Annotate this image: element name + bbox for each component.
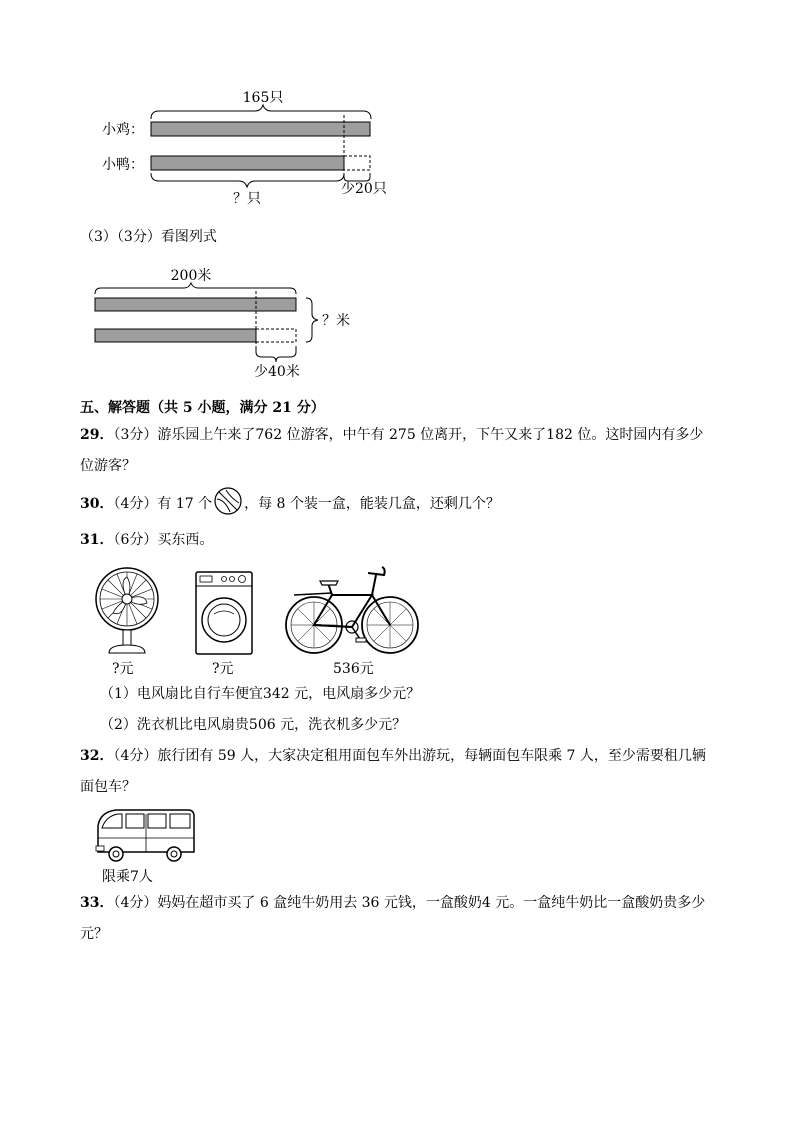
- diagram2-total-label: 200米: [170, 268, 212, 284]
- washer-price: ?元: [212, 661, 234, 677]
- bike-price: 536元: [333, 661, 374, 677]
- q32-line1: [80, 746, 706, 766]
- duck-missing-segment: [344, 156, 370, 170]
- chicken-duck-diagram: [95, 85, 405, 210]
- diagram2-top-brace: [95, 283, 296, 294]
- top-brace: [151, 105, 371, 119]
- q33-line2: 元？: [80, 926, 108, 942]
- q33-text-1: （4分）妈妈在超市买了 6 盒纯牛奶用去 36 元钱，一盒酸奶4 元。一盒纯牛奶比一盒酸奶贵多少: [113, 895, 706, 911]
- bicycle-icon: [282, 565, 422, 657]
- diagram1-total-label: 165只: [242, 90, 284, 106]
- diagram2-bottom-bar: [95, 329, 256, 342]
- fan-price: ?元: [112, 661, 134, 677]
- van-caption: 限乘7人: [102, 869, 153, 885]
- chick-bar: [151, 122, 370, 136]
- washing-machine-icon: [194, 570, 254, 656]
- fan-icon: [93, 565, 163, 657]
- diagram2-unknown-label: ？米: [322, 313, 350, 329]
- section-5-title: 五、解答题（共 5 小题，满分 21 分）: [80, 400, 325, 416]
- diagram2-less-bracket: [256, 346, 296, 362]
- bottom-brace: [151, 173, 344, 187]
- q31-line: [80, 530, 213, 550]
- q29-text-1: （3分）游乐园上午来了762 位游客，中午有 275 位离开，下午又来了182 位。这时园内有多少: [113, 427, 704, 443]
- q29-line1: [80, 425, 703, 445]
- q30-text-2: ，每 8 个装一盒，能装几盒，还剩几个？: [244, 496, 500, 512]
- chick-label: 小鸡：: [102, 122, 144, 138]
- meters-diagram: [88, 258, 378, 383]
- less-bracket: [344, 173, 370, 181]
- q31-text: （6分）买东西。: [113, 532, 214, 548]
- ball-icon: [213, 486, 243, 516]
- q32-text-1: （4分）旅行团有 59 人，大家决定租用面包车外出游玩，每辆面包车限乘 7 人，至少需要租几辆: [113, 748, 706, 764]
- diagram1-unknown-label: ？只: [233, 191, 261, 207]
- q29-number: 29．: [80, 427, 114, 443]
- diagram2-missing-segment: [256, 329, 296, 342]
- duck-bar: [151, 156, 344, 170]
- duck-label: 小鸭：: [102, 157, 144, 173]
- q30-text-1: （4分）有 17 个: [113, 496, 213, 512]
- q29-line2: 位游客？: [80, 458, 136, 474]
- q31-sub2: （2）洗衣机比电风扇贵506 元，洗衣机多少元？: [100, 717, 407, 733]
- q31-number: 31．: [80, 532, 114, 548]
- diagram2-top-bar: [95, 298, 296, 311]
- q32-number: 32．: [80, 748, 114, 764]
- diagram2-less-label: 少40米: [254, 364, 300, 380]
- q33-number: 33．: [80, 895, 114, 911]
- q31-sub1: （1）电风扇比自行车便宜342 元，电风扇多少元？: [100, 686, 421, 702]
- right-brace: [306, 298, 318, 342]
- q32-line2: 面包车？: [80, 779, 136, 795]
- diagram1-less-label: 少20只: [341, 181, 387, 197]
- van-icon: [92, 806, 198, 866]
- q30-line: [80, 492, 500, 516]
- q30-number: 30．: [80, 496, 114, 512]
- q33-line1: [80, 893, 705, 913]
- q3-label: （3）（3分）看图列式: [80, 229, 217, 245]
